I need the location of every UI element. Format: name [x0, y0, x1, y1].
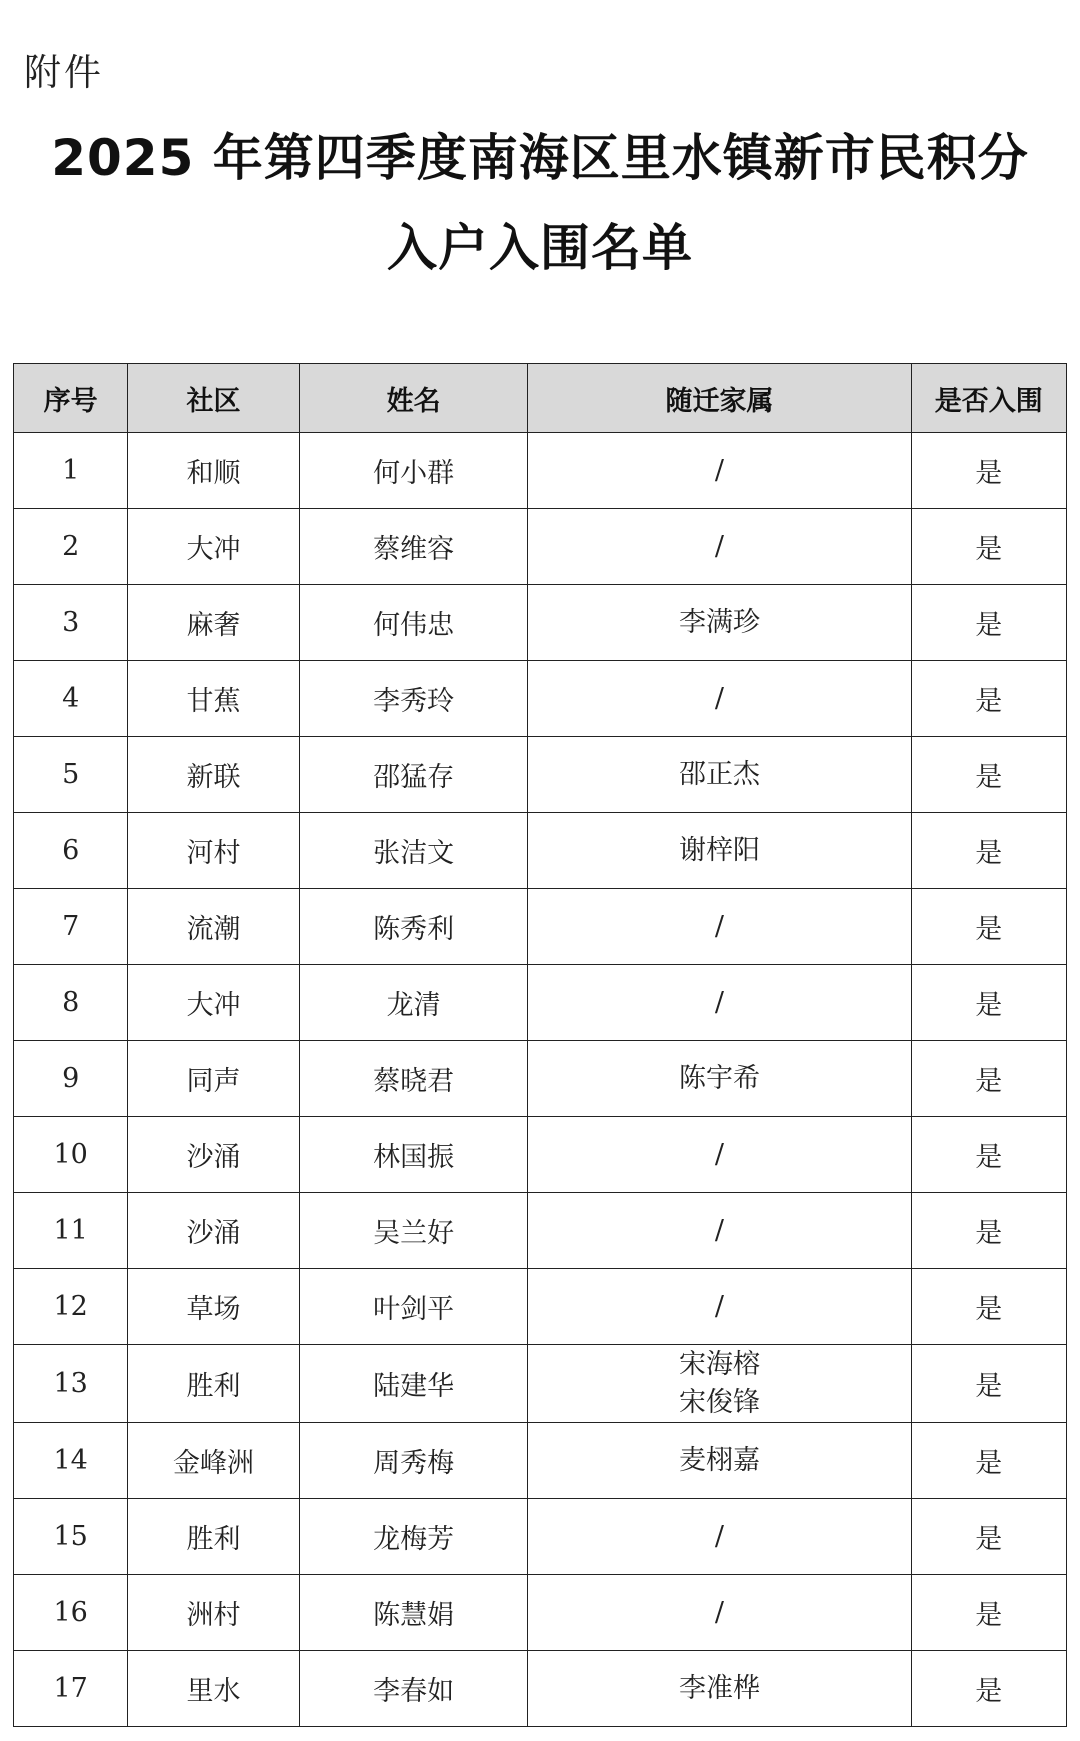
cell-selected: 是 — [911, 585, 1066, 661]
cell-community: 金峰洲 — [128, 1423, 299, 1499]
cell-serial-no: 4 — [14, 661, 128, 737]
cell-dependents — [528, 813, 911, 889]
dependent-name: 谢梓阳 — [678, 834, 760, 866]
cell-selected: 是 — [911, 1345, 1066, 1423]
cell-name: 陈慧娟 — [299, 1575, 528, 1651]
cell-dependents — [528, 1651, 911, 1727]
table-row — [14, 1423, 1067, 1499]
cell-serial-no: 15 — [14, 1499, 128, 1575]
cell-community: 里水 — [128, 1651, 299, 1727]
cell-name: 邵猛存 — [299, 737, 528, 813]
cell-serial-no: 17 — [14, 1651, 128, 1727]
cell-dependents — [528, 965, 911, 1041]
cell-dependents — [528, 509, 911, 585]
table-row — [14, 1193, 1067, 1269]
cell-community: 胜利 — [128, 1499, 299, 1575]
table-row — [14, 737, 1067, 813]
cell-serial-no: 12 — [14, 1269, 128, 1345]
cell-name: 李春如 — [299, 1651, 528, 1727]
table-row — [14, 1575, 1067, 1651]
cell-selected: 是 — [911, 737, 1066, 813]
cell-community: 河村 — [128, 813, 299, 889]
cell-name: 何小群 — [299, 433, 528, 509]
roster-table — [13, 363, 1067, 1727]
attachment-label: 附件 — [24, 51, 104, 94]
dependent-name: 邵正杰 — [678, 758, 760, 790]
cell-selected: 是 — [911, 813, 1066, 889]
cell-dependents — [528, 1117, 911, 1193]
dependent-name: 宋海榕 — [678, 1348, 760, 1380]
document-title-line-2: 入户入围名单 — [387, 219, 693, 277]
cell-dependents — [528, 737, 911, 813]
dependent-name: / — [714, 1214, 725, 1246]
cell-dependents — [528, 889, 911, 965]
cell-community: 胜利 — [128, 1345, 299, 1423]
cell-serial-no: 8 — [14, 965, 128, 1041]
cell-name: 李秀玲 — [299, 661, 528, 737]
cell-name: 叶剑平 — [299, 1269, 528, 1345]
dependent-name: 麦栩嘉 — [678, 1444, 760, 1476]
cell-selected: 是 — [911, 433, 1066, 509]
cell-community: 流潮 — [128, 889, 299, 965]
cell-name: 林国振 — [299, 1117, 528, 1193]
cell-name: 张洁文 — [299, 813, 528, 889]
cell-selected: 是 — [911, 1651, 1066, 1727]
header-community: 社区 — [128, 364, 299, 433]
cell-selected: 是 — [911, 661, 1066, 737]
table-row — [14, 1499, 1067, 1575]
cell-name: 陆建华 — [299, 1345, 528, 1423]
cell-dependents — [528, 1423, 911, 1499]
cell-serial-no: 3 — [14, 585, 128, 661]
cell-serial-no: 6 — [14, 813, 128, 889]
cell-dependents — [528, 433, 911, 509]
header-selected: 是否入围 — [911, 364, 1066, 433]
cell-serial-no: 14 — [14, 1423, 128, 1499]
cell-community: 沙涌 — [128, 1193, 299, 1269]
dependent-name: / — [714, 454, 725, 486]
cell-serial-no: 13 — [14, 1345, 128, 1423]
cell-community: 沙涌 — [128, 1117, 299, 1193]
cell-selected: 是 — [911, 509, 1066, 585]
table-row — [14, 1345, 1067, 1423]
dependent-name: / — [714, 910, 725, 942]
header-serial-no: 序号 — [14, 364, 128, 433]
header-dependents: 随迁家属 — [528, 364, 911, 433]
cell-community: 洲村 — [128, 1575, 299, 1651]
table-header-row — [14, 364, 1067, 433]
cell-name: 吴兰好 — [299, 1193, 528, 1269]
table-row — [14, 585, 1067, 661]
cell-name: 何伟忠 — [299, 585, 528, 661]
cell-community: 甘蕉 — [128, 661, 299, 737]
dependent-name: 李满珍 — [678, 606, 760, 638]
table-row — [14, 509, 1067, 585]
dependent-name: / — [714, 1520, 725, 1552]
cell-community: 和顺 — [128, 433, 299, 509]
cell-selected: 是 — [911, 1423, 1066, 1499]
table-row — [14, 661, 1067, 737]
cell-community: 草场 — [128, 1269, 299, 1345]
cell-community: 同声 — [128, 1041, 299, 1117]
dependent-name: / — [714, 1138, 725, 1170]
dependent-name: 宋俊锋 — [678, 1386, 760, 1418]
cell-dependents — [528, 1193, 911, 1269]
cell-serial-no: 9 — [14, 1041, 128, 1117]
cell-selected: 是 — [911, 1499, 1066, 1575]
cell-name: 周秀梅 — [299, 1423, 528, 1499]
cell-dependents — [528, 1499, 911, 1575]
header-name: 姓名 — [299, 364, 528, 433]
cell-selected: 是 — [911, 1117, 1066, 1193]
cell-name: 蔡维容 — [299, 509, 528, 585]
cell-serial-no: 7 — [14, 889, 128, 965]
cell-serial-no: 10 — [14, 1117, 128, 1193]
dependent-name: 李准桦 — [678, 1672, 760, 1704]
cell-selected: 是 — [911, 965, 1066, 1041]
table-row — [14, 1269, 1067, 1345]
cell-serial-no: 2 — [14, 509, 128, 585]
table-row — [14, 1117, 1067, 1193]
cell-dependents — [528, 1041, 911, 1117]
dependent-name: / — [714, 986, 725, 1018]
cell-name: 蔡晓君 — [299, 1041, 528, 1117]
cell-serial-no: 11 — [14, 1193, 128, 1269]
table-row — [14, 1651, 1067, 1727]
cell-name: 陈秀利 — [299, 889, 528, 965]
table-row — [14, 965, 1067, 1041]
cell-selected: 是 — [911, 889, 1066, 965]
table-row — [14, 433, 1067, 509]
dependent-name: 陈宇希 — [678, 1062, 760, 1094]
dependent-name: / — [714, 530, 725, 562]
cell-community: 大冲 — [128, 965, 299, 1041]
table-row — [14, 813, 1067, 889]
table-row — [14, 1041, 1067, 1117]
cell-serial-no: 16 — [14, 1575, 128, 1651]
cell-serial-no: 5 — [14, 737, 128, 813]
cell-dependents — [528, 1269, 911, 1345]
cell-name: 龙清 — [299, 965, 528, 1041]
cell-community: 新联 — [128, 737, 299, 813]
cell-selected: 是 — [911, 1269, 1066, 1345]
cell-name: 龙梅芳 — [299, 1499, 528, 1575]
table-row — [14, 889, 1067, 965]
dependent-name: / — [714, 1290, 725, 1322]
cell-community: 大冲 — [128, 509, 299, 585]
cell-dependents — [528, 585, 911, 661]
cell-dependents — [528, 1575, 911, 1651]
cell-selected: 是 — [911, 1193, 1066, 1269]
table-body — [14, 433, 1067, 1727]
document-title-line-1: 2025 年第四季度南海区里水镇新市民积分 — [51, 129, 1029, 187]
cell-community: 麻奢 — [128, 585, 299, 661]
cell-dependents — [528, 1345, 911, 1423]
cell-selected: 是 — [911, 1041, 1066, 1117]
dependent-name: / — [714, 1596, 725, 1628]
cell-selected: 是 — [911, 1575, 1066, 1651]
dependent-name: / — [714, 682, 725, 714]
cell-serial-no: 1 — [14, 433, 128, 509]
cell-dependents — [528, 661, 911, 737]
